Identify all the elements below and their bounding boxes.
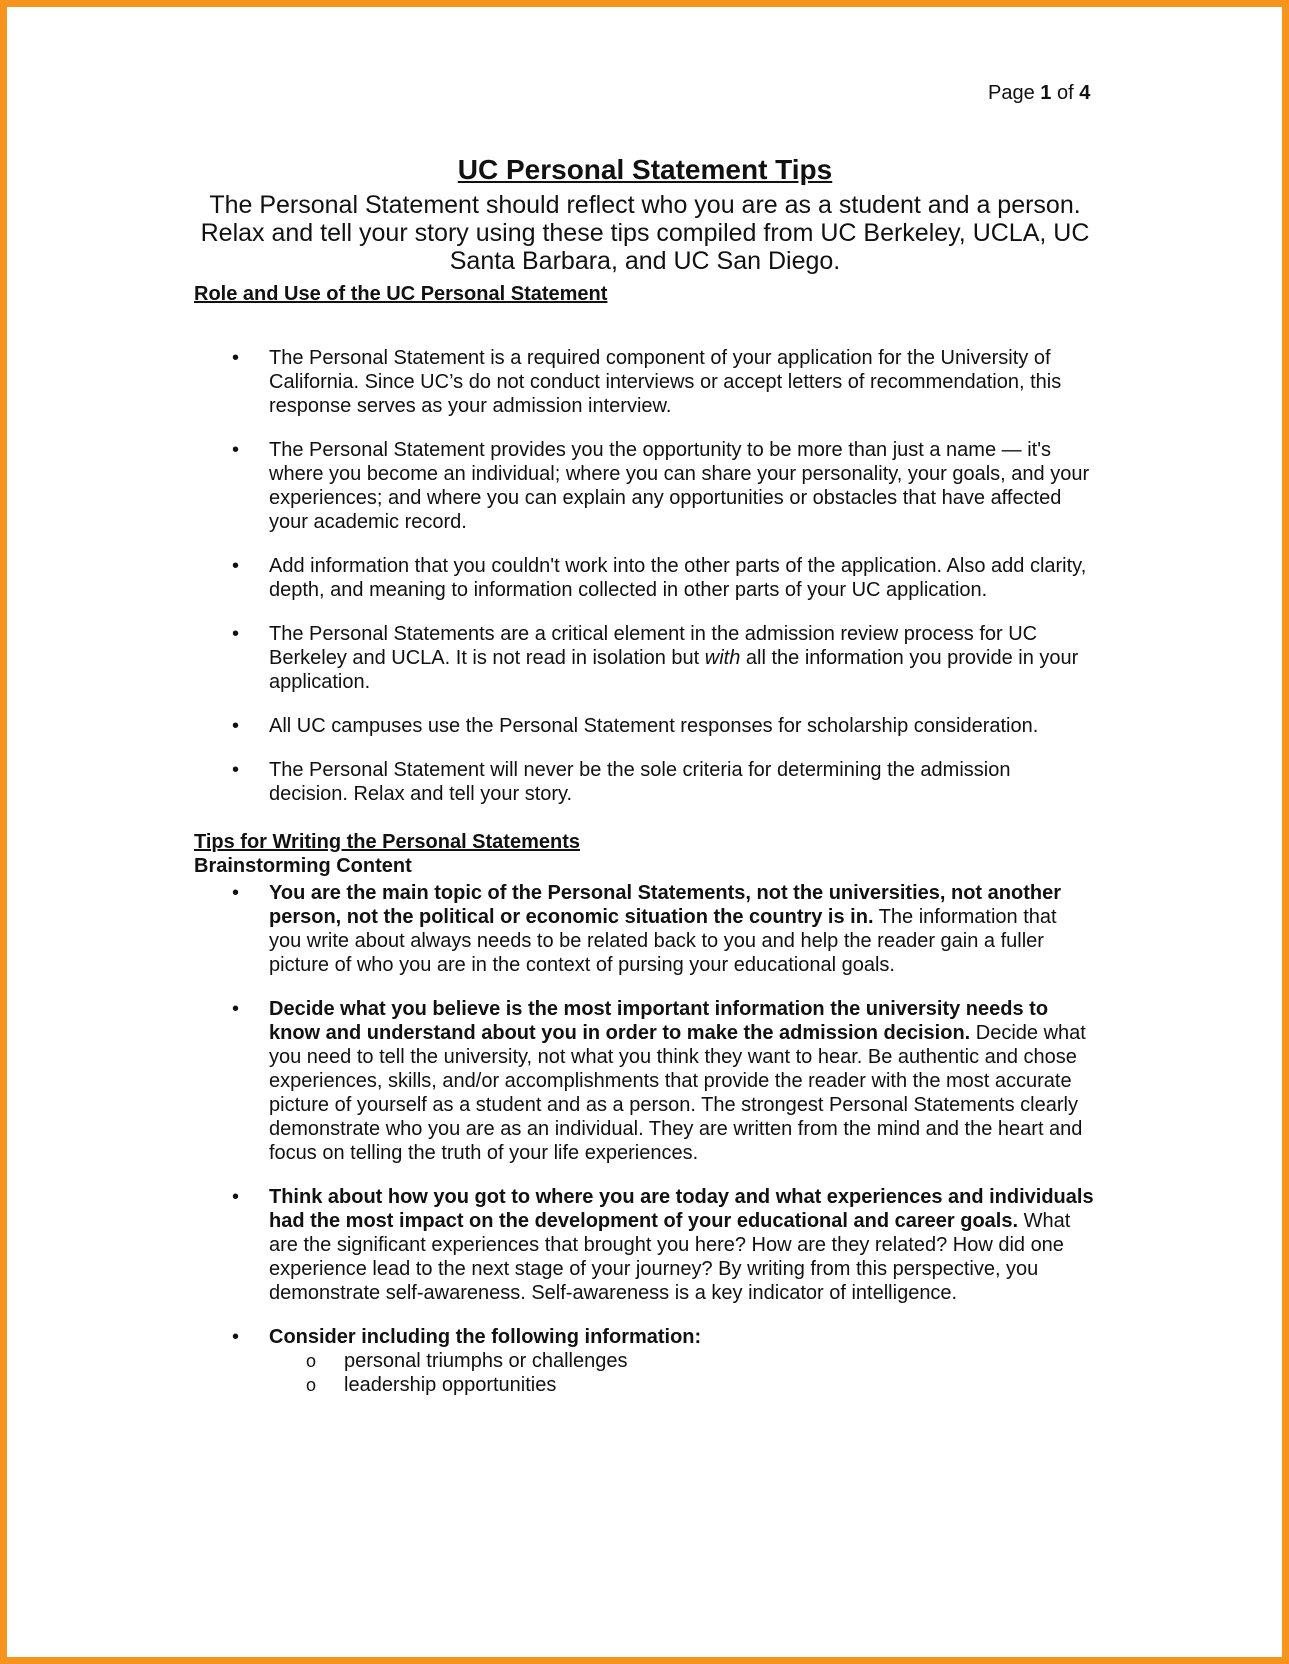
list-item: • Consider including the following information: o personal triumphs or challenges o leadership opportunities [194,1325,1094,1397]
list-item: • Decide what you believe is the most important information the university needs to know and understand about you in order to make the admission decision. Decide what you need to tell the university, not what you think they want to hear. Be authentic and chose experiences, skills, and/or accomplishments that provide the reader with the most accurate picture of yourself as a student and as a person. The strongest Personal Statements clearly demonstrate who you are as an individual. They are written from the mind and the heart and focus on telling the truth of your life experiences. [194,997,1094,1165]
document-title: UC Personal Statement Tips [457,154,833,185]
list-item: • Think about how you got to where you are today and what experiences and individuals had the most impact on the development of your educational and career goals. What are the significant experiences that brought you here? How are they related? How did one experience lead to the next stage of your journey? By writing from this perspective, you demonstrate self-awareness. Self-awareness is a key indicator of intelligence. [194,1185,1094,1305]
list-item: • Add information that you couldn't work into the other parts of the application. Also add clarity, depth, and meaning to information collected in other parts of your UC application. [194,554,1094,602]
document-subtitle: The Personal Statement should reflect who you are as a student and a person. Relax and tell your story using these tips compiled from UC Berkeley, UCLA, UC Santa Barbara, and UC San Diego. [200,191,1090,275]
role-bullet-list [194,346,1094,826]
sub-bullet-list [269,1349,1094,1397]
tips-bullet-list [194,881,1094,1417]
page-indicator: Page 1 of 4 [988,82,1091,104]
list-item: • The Personal Statement provides you the opportunity to be more than just a name — it's where you become an individual; where you can share your personality, your goals, and your experiences; and where you can explain any opportunities or obstacles that have affected your academic record. [194,438,1094,534]
list-item: • The Personal Statement will never be the sole criteria for determining the admission decision. Relax and tell your story. [194,758,1094,806]
section-heading-role: Role and Use of the UC Personal Statement [194,283,608,305]
sub-list-item: o leadership opportunities [269,1373,1094,1397]
section-subheading-brainstorming: Brainstorming Content [194,855,412,877]
list-item: • The Personal Statements are a critical element in the admission review process for UC Berkeley and UCLA. It is not read in isolation but with all the information you provide in your application. [194,622,1094,694]
section-heading-tips: Tips for Writing the Personal Statements [194,831,580,853]
sub-list-item: o personal triumphs or challenges [269,1349,1094,1373]
list-item: • All UC campuses use the Personal Statement responses for scholarship consideration. [194,714,1094,738]
list-item: • The Personal Statement is a required component of your application for the University of California. Since UC’s do not conduct interviews or accept letters of recommendation, this response serves as your admission interview. [194,346,1094,418]
list-item: • You are the main topic of the Personal Statements, not the universities, not another person, not the political or economic situation the country is in. The information that you write about always needs to be related back to you and help the reader gain a fuller picture of who you are in the context of pursing your educational goals. [194,881,1094,977]
